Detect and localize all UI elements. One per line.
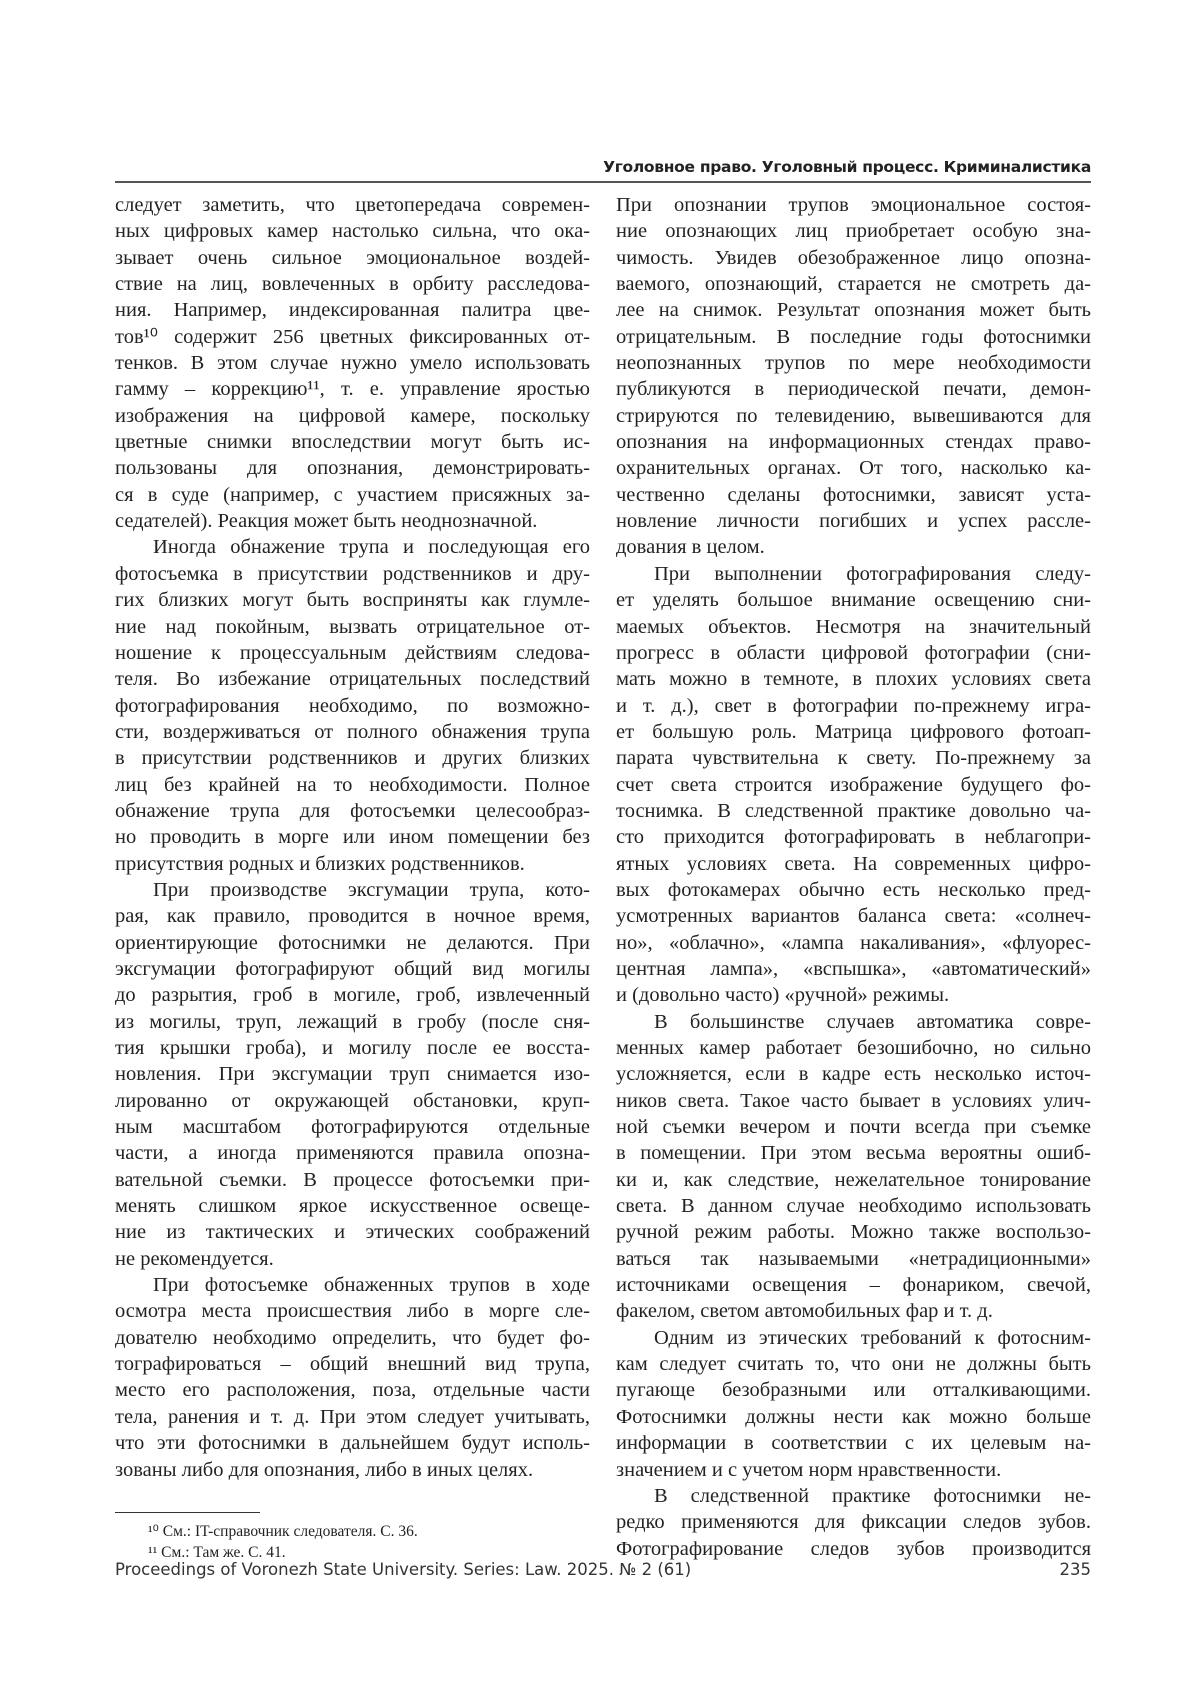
footnote-11: ¹¹ См.: Там же. С. 41. bbox=[148, 1544, 286, 1562]
text-line: новления. При эксгумации труп снимается изо- bbox=[115, 1061, 590, 1087]
text-line: ятных условиях света. На современных цифро- bbox=[616, 851, 1091, 877]
footer-journal-title: Proceedings of Voronezh State University. Series: Law. 2025. № 2 (61) bbox=[115, 1560, 691, 1579]
text-line: усложняется, если в кадре есть несколько источ- bbox=[616, 1061, 1091, 1087]
text-line: В большинстве случаев автоматика совре- bbox=[616, 1009, 1091, 1035]
text-line: теля. Во избежание отрицательных последствий bbox=[115, 666, 590, 692]
text-line: ручной режим работы. Можно также воспользо- bbox=[616, 1219, 1091, 1245]
text-line: что эти фотоснимки в дальнейшем будут исполь- bbox=[115, 1430, 590, 1456]
text-line: стрируются по телевидению, вывешиваются для bbox=[616, 403, 1091, 429]
text-line: ся в суде (например, с участием присяжных за- bbox=[115, 482, 590, 508]
left-column bbox=[115, 192, 590, 1483]
text-line: ет большую роль. Матрица цифрового фотоап- bbox=[616, 719, 1091, 745]
text-line: обнажение трупа для фотосъемки целесообраз- bbox=[115, 798, 590, 824]
text-line: ние над покойным, вызвать отрицательное от- bbox=[115, 614, 590, 640]
text-line: источниками освещения – фонариком, свечой, bbox=[616, 1272, 1091, 1298]
header-rule bbox=[115, 181, 1091, 183]
text-line: седателей). Реакция может быть неоднозначной. bbox=[115, 508, 590, 534]
text-line: сти, воздерживаться от полного обнажения трупа bbox=[115, 719, 590, 745]
text-line: из могилы, труп, лежащий в гробу (после сня- bbox=[115, 1009, 590, 1035]
text-line: кам следует считать то, что они не должны быть bbox=[616, 1351, 1091, 1377]
footnote-10: ¹⁰ См.: IT-справочник следователя. С. 36. bbox=[148, 1522, 418, 1541]
text-line: ние из тактических и этических соображений bbox=[115, 1219, 590, 1245]
text-line: тела, ранения и т. д. При этом следует учитывать, bbox=[115, 1404, 590, 1430]
text-line: сто приходится фотографировать в неблагопри- bbox=[616, 824, 1091, 850]
text-line: гамму – коррекцию¹¹, т. е. управление яростью bbox=[115, 376, 590, 402]
paragraph bbox=[115, 192, 590, 534]
right-column bbox=[616, 192, 1091, 1562]
text-line: мать можно в темноте, в плохих условиях света bbox=[616, 666, 1091, 692]
text-line: лее на снимок. Результат опознания может быть bbox=[616, 297, 1091, 323]
text-line: тов¹⁰ содержит 256 цветных фиксированных от- bbox=[115, 324, 590, 350]
text-line: ной съемки вечером и почти всегда при съемке bbox=[616, 1114, 1091, 1140]
text-line: При фотосъемке обнаженных трупов в ходе bbox=[115, 1272, 590, 1298]
text-line: тия крышки гроба), и могилу после ее восста- bbox=[115, 1035, 590, 1061]
text-line: чимость. Увидев обезображенное лицо опозна- bbox=[616, 245, 1091, 271]
text-line: ников света. Такое часто бывает в условиях улич- bbox=[616, 1088, 1091, 1114]
text-line: но проводить в морге или ином помещении без bbox=[115, 824, 590, 850]
text-line: редко применяются для фиксации следов зубов. bbox=[616, 1509, 1091, 1535]
text-line: рая, как правило, проводится в ночное время, bbox=[115, 903, 590, 929]
text-line: Иногда обнажение трупа и последующая его bbox=[115, 534, 590, 560]
text-line: маемых объектов. Несмотря на значительный bbox=[616, 614, 1091, 640]
text-line: пугающе безобразными или отталкивающими. bbox=[616, 1377, 1091, 1403]
text-line: не рекомендуется. bbox=[115, 1246, 590, 1272]
paragraph bbox=[616, 1325, 1091, 1483]
text-line: новление личности погибших и успех рассле- bbox=[616, 508, 1091, 534]
text-line: тенков. В этом случае нужно умело использовать bbox=[115, 350, 590, 376]
text-line: зывает очень сильное эмоциональное воздей- bbox=[115, 245, 590, 271]
text-line: парата чувствительна к свету. По-прежнему за bbox=[616, 745, 1091, 771]
text-line: но», «облачно», «лампа накаливания», «флуорес- bbox=[616, 930, 1091, 956]
text-line: Фотографирование следов зубов производится bbox=[616, 1536, 1091, 1562]
text-line: фотографирования необходимо, по возможно- bbox=[115, 693, 590, 719]
paragraph bbox=[115, 534, 590, 876]
text-line: и (довольно часто) «ручной» режимы. bbox=[616, 982, 1091, 1008]
text-line: фотосъемка в присутствии родственников и дру- bbox=[115, 561, 590, 587]
text-line: тографироваться – общий внешний вид трупа, bbox=[115, 1351, 590, 1377]
text-line: место его расположения, поза, отдельные части bbox=[115, 1377, 590, 1403]
text-line: информации в соответствии с их целевым на- bbox=[616, 1430, 1091, 1456]
paragraph bbox=[115, 1272, 590, 1483]
text-line: ки и, как следствие, нежелательное тонирование bbox=[616, 1167, 1091, 1193]
text-line: части, а иногда применяются правила опозна- bbox=[115, 1140, 590, 1166]
text-line: В следственной практике фотоснимки не- bbox=[616, 1483, 1091, 1509]
text-line: пользованы для опознания, демонстрировать- bbox=[115, 455, 590, 481]
text-line: При выполнении фотографирования следу- bbox=[616, 561, 1091, 587]
text-line: При производстве эксгумации трупа, кото- bbox=[115, 877, 590, 903]
text-line: менных камер работает безошибочно, но сильно bbox=[616, 1035, 1091, 1061]
paragraph bbox=[616, 192, 1091, 561]
text-line: вых фотокамерах обычно есть несколько пред- bbox=[616, 877, 1091, 903]
text-line: в присутствии родственников и других близких bbox=[115, 745, 590, 771]
page-number: 235 bbox=[1060, 1560, 1092, 1579]
text-line: и т. д.), свет в фотографии по-прежнему игра- bbox=[616, 693, 1091, 719]
text-line: отрицательным. В последние годы фотоснимки bbox=[616, 324, 1091, 350]
text-line: публикуются в периодической печати, демон- bbox=[616, 376, 1091, 402]
paragraph bbox=[616, 1483, 1091, 1562]
paragraph bbox=[115, 877, 590, 1272]
text-line: Одним из этических требований к фотосним- bbox=[616, 1325, 1091, 1351]
text-line: дования в целом. bbox=[616, 534, 1091, 560]
text-line: гих близких могут быть восприняты как глумле- bbox=[115, 587, 590, 613]
text-line: зованы либо для опознания, либо в иных целях. bbox=[115, 1457, 590, 1483]
text-line: факелом, светом автомобильных фар и т. д. bbox=[616, 1298, 1091, 1324]
text-line: следует заметить, что цветопередача современ- bbox=[115, 192, 590, 218]
text-line: изображения на цифровой камере, поскольку bbox=[115, 403, 590, 429]
text-line: ориентирующие фотоснимки не делаются. При bbox=[115, 930, 590, 956]
text-line: ния. Например, индексированная палитра цве- bbox=[115, 297, 590, 323]
text-line: неопознанных трупов по мере необходимости bbox=[616, 350, 1091, 376]
text-line: ваемого, опознающий, старается не смотреть да- bbox=[616, 271, 1091, 297]
text-line: ваться так называемыми «нетрадиционными» bbox=[616, 1246, 1091, 1272]
text-line: прогресс в области цифровой фотографии (сни- bbox=[616, 640, 1091, 666]
running-header-title: Уголовное право. Уголовный процесс. Криминалистика bbox=[115, 158, 1091, 176]
text-line: ных цифровых камер настолько сильна, что ока- bbox=[115, 218, 590, 244]
text-line: в помещении. При этом весьма вероятны ошиб- bbox=[616, 1140, 1091, 1166]
footnote-separator bbox=[115, 1512, 260, 1513]
text-line: эксгумации фотографируют общий вид могилы bbox=[115, 956, 590, 982]
text-line: ние опознающих лиц приобретает особую зна- bbox=[616, 218, 1091, 244]
text-line: чественно сделаны фотоснимки, зависят уста- bbox=[616, 482, 1091, 508]
text-line: ным масштабом фотографируются отдельные bbox=[115, 1114, 590, 1140]
text-line: Фотоснимки должны нести как можно больше bbox=[616, 1404, 1091, 1430]
text-line: При опознании трупов эмоциональное состоя- bbox=[616, 192, 1091, 218]
text-line: ет уделять большое внимание освещению сни- bbox=[616, 587, 1091, 613]
text-line: присутствия родных и близких родственников. bbox=[115, 851, 590, 877]
paragraph bbox=[616, 561, 1091, 1009]
text-line: до разрытия, гроб в могиле, гроб, извлеченный bbox=[115, 982, 590, 1008]
text-line: вательной съемки. В процессе фотосъемки при- bbox=[115, 1167, 590, 1193]
text-line: центная лампа», «вспышка», «автоматический» bbox=[616, 956, 1091, 982]
text-line: опознания на информационных стендах право- bbox=[616, 429, 1091, 455]
text-line: охранительных органах. От того, насколько ка- bbox=[616, 455, 1091, 481]
text-line: цветные снимки впоследствии могут быть ис- bbox=[115, 429, 590, 455]
text-line: ношение к процессуальным действиям следова- bbox=[115, 640, 590, 666]
text-line: счет света строится изображение будущего фо- bbox=[616, 772, 1091, 798]
text-line: менять слишком яркое искусственное освеще- bbox=[115, 1193, 590, 1219]
text-line: осмотра места происшествия либо в морге сле- bbox=[115, 1298, 590, 1324]
paragraph bbox=[616, 1009, 1091, 1325]
text-line: значением и с учетом норм нравственности. bbox=[616, 1457, 1091, 1483]
text-line: ствие на лиц, вовлеченных в орбиту расследова- bbox=[115, 271, 590, 297]
text-line: лированно от окружающей обстановки, круп- bbox=[115, 1088, 590, 1114]
text-line: усмотренных вариантов баланса света: «солнеч- bbox=[616, 903, 1091, 929]
text-line: света. В данном случае необходимо использовать bbox=[616, 1193, 1091, 1219]
text-line: дователю необходимо определить, что будет фо- bbox=[115, 1325, 590, 1351]
text-line: тоснимка. В следственной практике довольно ча- bbox=[616, 798, 1091, 824]
text-line: лиц без крайней на то необходимости. Полное bbox=[115, 772, 590, 798]
